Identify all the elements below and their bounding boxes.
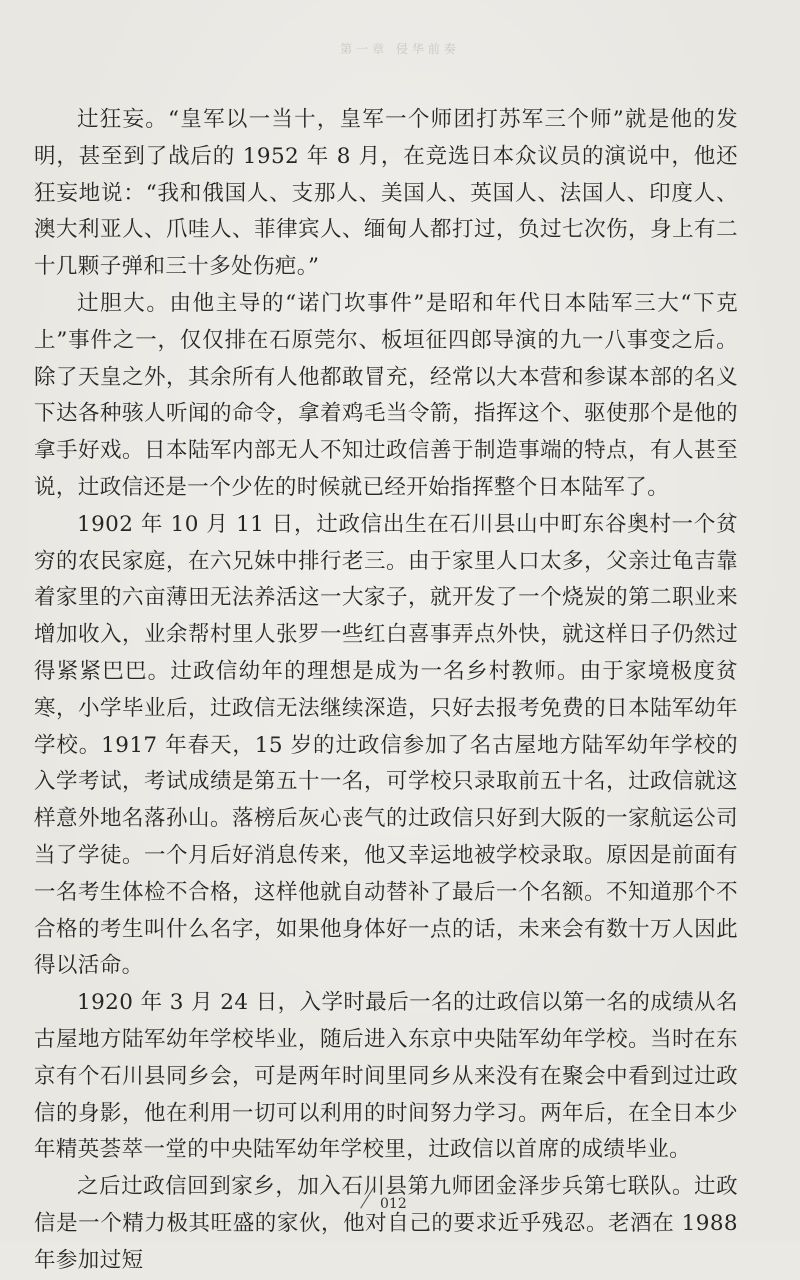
paragraph: 1920 年 3 月 24 日，入学时最后一名的辻政信以第一名的成绩从名古屋地方陆军幼年学校毕业，随后进入东京中央陆军幼年学校。当时在东京有个石川县同乡会，可是两年时间里同乡从来没有在聚会中看到过辻政信的身影，他在利用一切可以利用的时间努力学习。两年后，在全日本少年精英荟萃一堂的中央陆军幼年学校里，辻政信以首席的成绩毕业。 xyxy=(34,990,738,1163)
page-number-text: 012 xyxy=(380,1196,407,1212)
paragraph: 之后辻政信回到家乡，加入石川县第九师团金泽步兵第七联队。辻政信是一个精力极其旺盛的家伙，他对自己的要求近乎残忍。老酒在 1988 年参加过短 xyxy=(34,1174,738,1273)
body-text xyxy=(34,102,738,1280)
running-head: 第一章 侵华前奏 xyxy=(340,42,460,56)
paragraph: 1902 年 10 月 11 日，辻政信出生在石川县山中町东谷奥村一个贫穷的农民家庭，在六兄妹中排行老三。由于家里人口太多，父亲辻龟吉靠着家里的六亩薄田无法养活这一大家子，就开发了一个烧炭的第二职业来增加收入，业余帮村里人张罗一些红白喜事弄点外快，就这样日子仍然过得紧紧巴巴。辻政信幼年的理想是成为一名乡村教师。由于家境极度贫寒，小学毕业后，辻政信无法继续深造，只好去报考免费的日本陆军幼年学校。1917 年春天，15 岁的辻政信参加了名古屋地方陆军幼年学校的入学考试，考试成绩是第五十一名，可学校只录取前五十名，辻政信就这样意外地名落孙山。落榜后灰心丧气的辻政信只好到大阪的一家航运公司当了学徒。一个月后好消息传来，他又幸运地被学校录取。原因是前面有一名考生体检不合格，这样他就自动替补了最后一个名额。不知道那个不合格的考生叫什么名字，如果他身体好一点的话，未来会有数十万人因此得以活命。 xyxy=(34,511,738,979)
paragraph: 辻胆大。由他主导的“诺门坎事件”是昭和年代日本陆军三大“下克上”事件之一，仅仅排在石原莞尔、板垣征四郎导演的九一八事变之后。除了天皇之外，其余所有人他都敢冒充，经常以大本营和参谋本部的名义下达各种骇人听闻的命令，拿着鸡毛当令箭，指挥这个、驱使那个是他的拿手好戏。日本陆军内部无人不知辻政信善于制造事端的特点，有人甚至说，辻政信还是一个少佐的时候就已经开始指挥整个日本陆军了。 xyxy=(34,290,738,500)
page-number xyxy=(360,1186,440,1216)
folio-slash-ornament xyxy=(360,1186,375,1209)
paragraph: 辻狂妄。“皇军以一当十，皇军一个师团打苏军三个师”就是他的发明，甚至到了战后的 1952 年 8 月，在竞选日本众议员的演说中，他还狂妄地说：“我和俄国人、支那人、美国人、英国人、法国人、印度人、澳大利亚人、爪哇人、菲律宾人、缅甸人都打过，负过七次伤，身上有二十几颗子弹和三十多处伤疤。” xyxy=(34,107,738,280)
